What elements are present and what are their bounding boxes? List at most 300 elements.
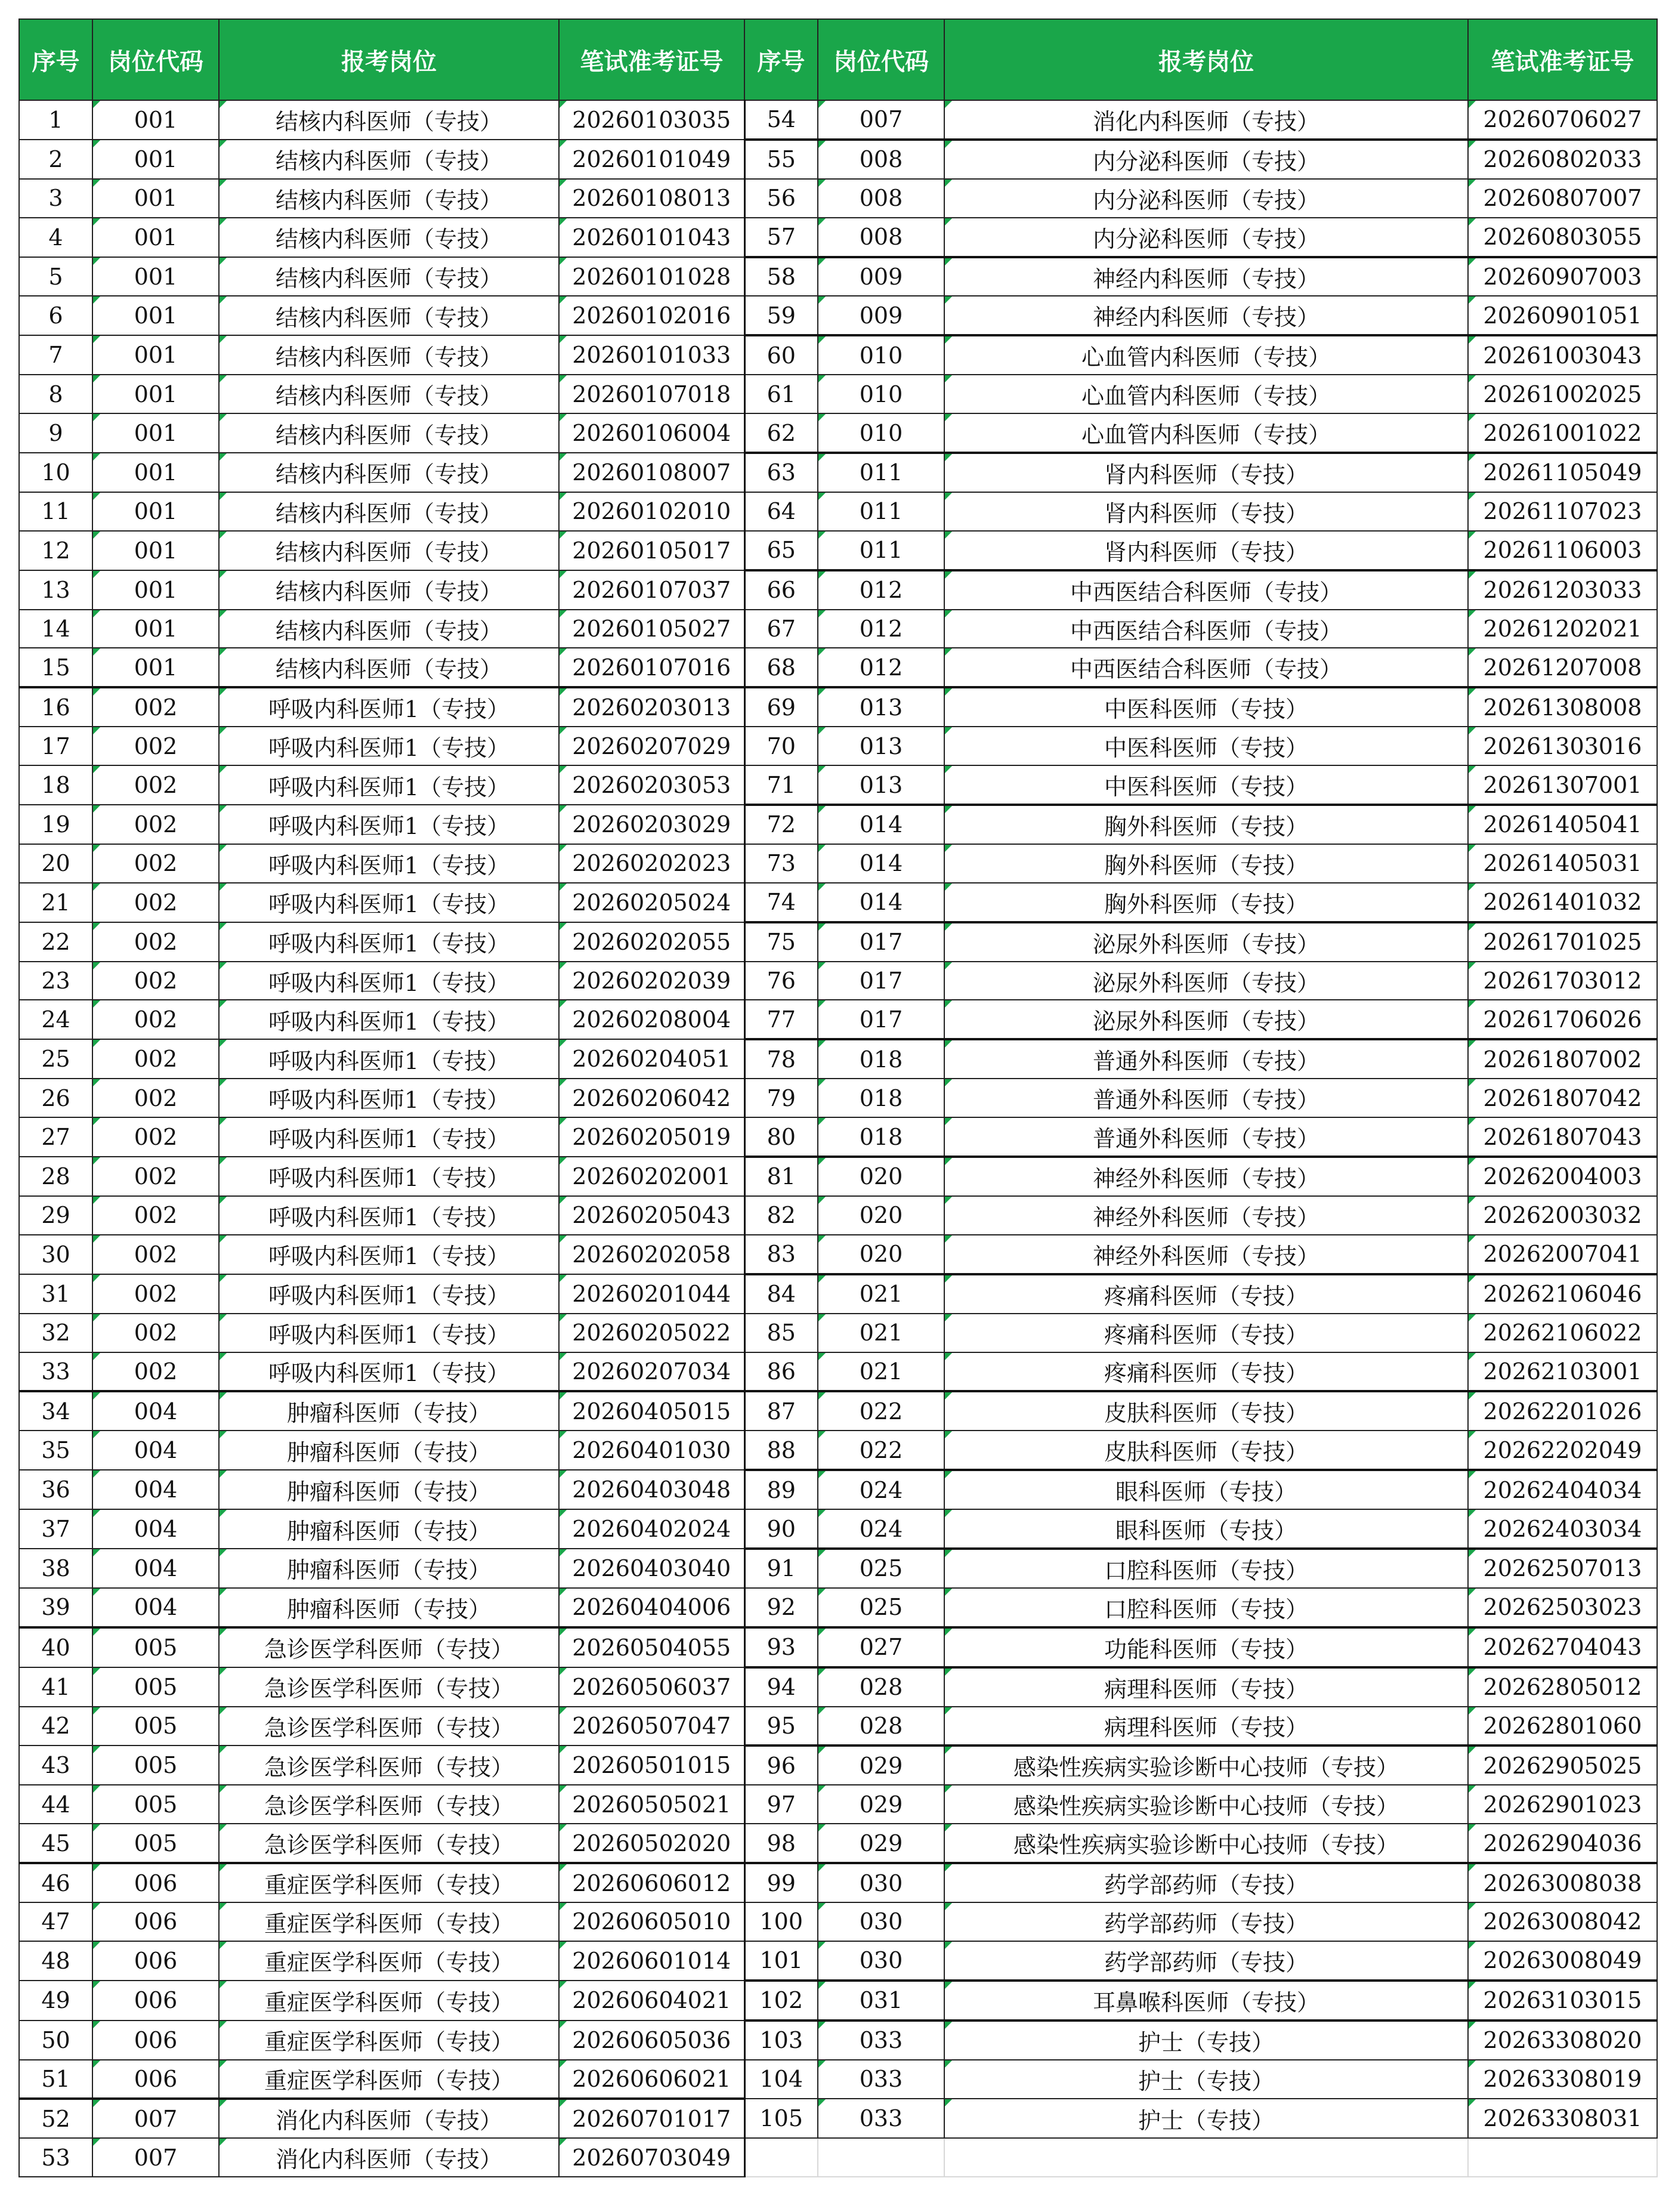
cell-marker-icon [945,1824,952,1831]
cell-text: 33 [41,1358,70,1385]
cell-ticket [559,844,744,883]
cell-position [944,727,1468,765]
cell-code [818,1549,944,1588]
cell-text: 021 [859,1320,903,1346]
cell-position [944,1824,1468,1863]
cell-marker-icon [945,1197,952,1204]
table-row [19,1707,1657,1746]
cell-marker-icon [818,1903,826,1910]
cell-code [818,140,944,179]
cell-position [219,1981,559,2021]
table-row [19,531,1657,570]
cell-text: 20260208004 [572,1006,731,1033]
cell-marker-icon [560,180,567,187]
cell-position [219,1079,559,1117]
cell-ticket [1468,883,1657,922]
cell-text: 20260604021 [572,1987,731,2014]
cell-text: 20260901051 [1483,302,1642,329]
cell-ticket [1468,2099,1657,2138]
cell-seq [19,765,92,805]
cell-marker-icon [818,1982,826,1989]
cell-seq [744,2060,818,2099]
cell-marker-icon [818,1079,826,1086]
cell-text: 81 [767,1163,796,1190]
cell-text: 93 [767,1634,796,1661]
cell-code [818,1079,944,1117]
cell-text: 004 [134,1437,178,1464]
cell-seq [744,1785,818,1824]
cell-text: 24 [41,1006,70,1033]
cell-marker-icon [1469,1785,1476,1793]
cell-position [219,413,559,453]
cell-text: 消化内科医师（专技） [275,2108,502,2134]
cell-marker-icon [220,1981,227,1988]
cell-marker-icon [220,336,227,343]
cell-text: 32 [41,1320,70,1346]
table-row [19,2138,1657,2177]
cell-ticket [559,140,744,179]
cell-text: 20260101043 [572,224,731,251]
cell-ticket [1468,2021,1657,2060]
cell-text: 中西医结合科医师（专技） [1070,579,1342,605]
cell-marker-icon [93,1118,100,1125]
cell-seq [19,2138,92,2177]
cell-text: 025 [859,1555,903,1582]
cell-text: 20261105049 [1483,459,1642,486]
cell-seq [19,805,92,844]
cell-marker-icon [220,805,227,812]
cell-marker-icon [93,1040,100,1047]
table-row [19,1863,1657,1902]
cell-ticket [1468,492,1657,531]
cell-position [944,610,1468,648]
table-row [19,1391,1657,1431]
cell-position [944,1588,1468,1627]
cell-seq [744,453,818,492]
cell-marker-icon [220,140,227,147]
cell-code [818,2060,944,2099]
cell-marker-icon [220,101,227,108]
cell-seq [744,1431,818,1470]
cell-marker-icon [93,1353,100,1360]
cell-marker-icon [1469,1982,1476,1989]
cell-seq [744,1196,818,1235]
cell-text: 2 [48,146,63,172]
cell-marker-icon [560,1353,567,1360]
cell-marker-icon [560,296,567,304]
cell-marker-icon [945,493,952,500]
cell-text: 20261303016 [1483,733,1642,759]
cell-code [92,805,219,844]
cell-text: 20261706026 [1483,1006,1642,1033]
cell-text: 结核内科医师（专技） [275,148,502,175]
cell-marker-icon [945,1275,952,1283]
cell-text: 结核内科医师（专技） [275,304,502,331]
cell-text: 14 [41,616,70,642]
cell-marker-icon [818,688,826,696]
cell-marker-icon [945,1550,952,1557]
cell-marker-icon [560,1118,567,1125]
cell-marker-icon [945,1942,952,1949]
cell-position [944,1509,1468,1549]
cell-ticket [559,765,744,805]
cell-code [92,765,219,805]
cell-text: 103 [759,2027,803,2054]
table-row [19,257,1657,296]
cell-text: 5 [48,263,63,290]
cell-code [818,1314,944,1352]
cell-code [92,1785,219,1824]
cell-text: 泌尿外科医师（专技） [1092,1008,1319,1035]
cell-seq [19,1039,92,1079]
cell-seq [19,727,92,765]
cell-ticket [1468,1470,1657,1509]
cell-seq [19,1981,92,2021]
cell-marker-icon [560,1197,567,1204]
cell-position [944,1196,1468,1235]
cell-text: 21 [41,889,70,916]
cell-text: 20263103015 [1483,1987,1642,2014]
cell-code [92,1627,219,1667]
cell-marker-icon [1469,336,1476,344]
cell-text: 口腔科医师（专技） [1104,1557,1308,1584]
cell-text: 11 [41,498,70,525]
cell-marker-icon [560,1000,567,1008]
cell-text: 007 [134,2105,178,2132]
cell-text: 69 [767,694,796,721]
cell-code [818,1863,944,1902]
cell-marker-icon [818,296,826,304]
cell-text: 20262404034 [1483,1476,1642,1503]
cell-marker-icon [220,1431,227,1438]
cell-seq [19,1745,92,1785]
cell-text: 021 [859,1281,903,1308]
cell-position [944,844,1468,883]
cell-text: 20260501015 [572,1752,731,1779]
header-row [19,19,1657,100]
cell-position [219,179,559,218]
cell-marker-icon [220,1197,227,1204]
cell-ticket [1468,296,1657,335]
cell-text: 20260701017 [572,2105,731,2132]
cell-text: 017 [859,929,903,956]
cell-marker-icon [818,1314,826,1321]
cell-marker-icon [220,962,227,969]
cell-text: 功能科医师（专技） [1104,1636,1308,1663]
cell-marker-icon [560,1785,567,1793]
cell-text: 53 [41,2144,70,2171]
cell-marker-icon [220,1746,227,1753]
cell-ticket [559,257,744,296]
cell-code [818,413,944,453]
cell-text: 20260401030 [572,1437,731,1464]
cell-marker-icon [1469,766,1476,773]
cell-marker-icon [945,1589,952,1596]
cell-seq [744,2021,818,2060]
cell-position [219,962,559,1000]
cell-marker-icon [818,1785,826,1793]
cell-code [818,1707,944,1746]
cell-text: 20262003032 [1483,1202,1642,1229]
cell-ticket [559,2021,744,2060]
cell-ticket [559,100,744,140]
cell-text: 4 [48,224,63,251]
cell-seq [744,765,818,805]
cell-marker-icon [93,1275,100,1282]
cell-text: 20260101028 [572,263,731,290]
cell-marker-icon [220,766,227,773]
cell-text: 20260102016 [572,302,731,329]
cell-marker-icon [560,1864,567,1871]
cell-seq [19,375,92,413]
cell-position [219,2060,559,2099]
cell-code [818,1039,944,1079]
cell-ticket [1468,1941,1657,1981]
header-code: 岗位代码 [92,19,219,100]
cell-ticket [559,727,744,765]
cell-text: 急诊医学科医师（专技） [264,1636,514,1663]
cell-marker-icon [560,2021,567,2028]
cell-seq [744,1549,818,1588]
cell-text: 49 [41,1987,70,2014]
cell-text: 28 [41,1163,70,1190]
cell-code [818,765,944,805]
cell-marker-icon [945,1235,952,1243]
cell-seq [744,257,818,296]
cell-ticket [1468,531,1657,570]
cell-text: 20262103001 [1483,1358,1642,1385]
cell-marker-icon [1469,1040,1476,1048]
cell-code [92,962,219,1000]
cell-marker-icon [945,1707,952,1714]
cell-marker-icon [93,1629,100,1636]
cell-text: 重症医学科医师（专技） [264,2068,514,2094]
cell-position [944,335,1468,375]
cell-marker-icon [220,1314,227,1321]
cell-ticket [559,1470,744,1509]
cell-marker-icon [560,610,567,617]
cell-position [944,962,1468,1000]
cell-position [944,1470,1468,1509]
cell-position [944,492,1468,531]
cell-text: 87 [767,1398,796,1425]
cell-marker-icon [945,101,952,108]
table-row [19,1549,1657,1588]
cell-text: 中医科医师（专技） [1104,696,1308,723]
cell-text: 心血管内科医师（专技） [1081,344,1331,371]
cell-ticket [559,1157,744,1196]
cell-marker-icon [220,296,227,304]
cell-text: 20261807043 [1483,1123,1642,1150]
cell-seq [744,1235,818,1274]
cell-seq [19,218,92,257]
cell-ticket [1468,218,1657,257]
cell-text: 呼吸内科医师1（专技） [268,969,510,996]
cell-marker-icon [818,2060,826,2068]
cell-marker-icon [1469,414,1476,421]
cell-text: 55 [767,146,796,173]
empty-cell [1468,2138,1657,2177]
cell-text: 急诊医学科医师（专技） [264,1832,514,1859]
cell-marker-icon [1469,727,1476,734]
cell-seq [19,2060,92,2099]
cell-text: 001 [134,459,178,486]
cell-marker-icon [1469,845,1476,852]
cell-position [219,1941,559,1981]
cell-text: 20260507047 [572,1713,731,1740]
cell-code [818,1509,944,1549]
cell-text: 肿瘤科医师（专技） [286,1478,491,1505]
cell-seq [744,218,818,257]
cell-ticket [559,2138,744,2177]
cell-code [818,883,944,922]
cell-text: 普通外科医师（专技） [1092,1048,1319,1075]
cell-code [92,453,219,492]
cell-ticket [1468,1000,1657,1039]
cell-seq [744,844,818,883]
cell-marker-icon [93,1668,100,1675]
cell-marker-icon [818,1589,826,1596]
cell-seq [744,296,818,335]
cell-code [92,1509,219,1549]
cell-ticket [1468,1314,1657,1352]
cell-ticket [1468,1667,1657,1707]
cell-marker-icon [945,727,952,734]
cell-marker-icon [818,1707,826,1714]
cell-text: 033 [859,2066,903,2093]
cell-text: 010 [859,381,903,407]
cell-marker-icon [945,2099,952,2106]
cell-text: 20262202049 [1483,1436,1642,1463]
table-row [19,883,1657,922]
cell-code [818,2021,944,2060]
cell-text: 005 [134,1673,178,1700]
table-row [19,335,1657,375]
cell-ticket [1468,1588,1657,1627]
cell-marker-icon [945,218,952,225]
cell-marker-icon [93,1392,100,1400]
cell-ticket [559,1785,744,1824]
cell-marker-icon [945,1669,952,1676]
cell-text: 20260606021 [572,2065,731,2092]
cell-position [219,1824,559,1863]
cell-text: 010 [859,342,903,369]
cell-seq [19,1157,92,1196]
cell-code [92,1157,219,1196]
cell-text: 呼吸内科医师1（专技） [268,1165,510,1192]
cell-text: 20260206042 [572,1085,731,1111]
cell-position [219,296,559,335]
cell-seq [744,1117,818,1157]
cell-text: 030 [859,1908,903,1935]
cell-code [818,1941,944,1981]
cell-marker-icon [93,1000,100,1008]
cell-ticket [559,2060,744,2099]
cell-marker-icon [220,414,227,421]
cell-text: 018 [859,1046,903,1073]
cell-ticket [1468,140,1657,179]
cell-marker-icon [945,1314,952,1321]
cell-text: 48 [41,1947,70,1974]
cell-text: 20260205043 [572,1202,731,1229]
cell-text: 006 [134,2065,178,2092]
cell-seq [19,1470,92,1509]
cell-text: 43 [41,1752,70,1779]
cell-position [219,805,559,844]
cell-text: 口腔科医师（专技） [1104,1596,1308,1623]
cell-seq [19,1391,92,1431]
cell-marker-icon [560,258,567,265]
cell-marker-icon [560,1903,567,1910]
table-row [19,962,1657,1000]
cell-text: 002 [134,850,178,877]
cell-marker-icon [93,1235,100,1243]
cell-text: 结核内科医师（专技） [275,539,502,566]
cell-ticket [1468,1431,1657,1470]
cell-ticket [559,805,744,844]
table-row [19,570,1657,610]
cell-text: 中西医结合科医师（专技） [1070,617,1342,644]
cell-text: 001 [134,263,178,290]
cell-code [92,218,219,257]
cell-text: 消化内科医师（专技） [1092,108,1319,135]
cell-position [219,2099,559,2138]
cell-text: 20260502020 [572,1830,731,1856]
cell-marker-icon [1469,610,1476,617]
cell-marker-icon [1469,688,1476,696]
cell-marker-icon [93,883,100,891]
cell-text: 001 [134,146,178,172]
cell-marker-icon [220,180,227,187]
cell-seq [744,531,818,570]
cell-seq [19,1824,92,1863]
cell-marker-icon [818,883,826,891]
cell-text: 002 [134,811,178,838]
cell-text: 22 [41,928,70,955]
cell-marker-icon [1469,648,1476,656]
cell-marker-icon [1469,1000,1476,1008]
cell-marker-icon [818,1747,826,1754]
cell-text: 029 [859,1791,903,1818]
cell-marker-icon [93,1549,100,1556]
cell-code [92,1431,219,1470]
cell-text: 内分泌科医师（专技） [1092,187,1319,214]
cell-text: 50 [41,2026,70,2053]
cell-marker-icon [1469,1747,1476,1754]
cell-code [818,1981,944,2021]
table-row [19,413,1657,453]
cell-position [944,1039,1468,1079]
cell-text: 101 [759,1947,803,1974]
cell-marker-icon [818,532,826,539]
cell-marker-icon [818,454,826,461]
empty-cell [744,2138,818,2177]
cell-text: 20262106046 [1483,1281,1642,1308]
cell-marker-icon [1469,180,1476,187]
cell-text: 20261807042 [1483,1085,1642,1111]
cell-ticket [559,492,744,531]
cell-marker-icon [220,1903,227,1910]
cell-marker-icon [945,336,952,344]
cell-position [219,1707,559,1746]
cell-text: 9 [48,420,63,447]
cell-marker-icon [560,1629,567,1636]
cell-marker-icon [220,923,227,930]
cell-text: 82 [767,1202,796,1229]
header-seq: 序号 [19,19,92,100]
cell-position [219,492,559,531]
cell-position [219,1157,559,1196]
